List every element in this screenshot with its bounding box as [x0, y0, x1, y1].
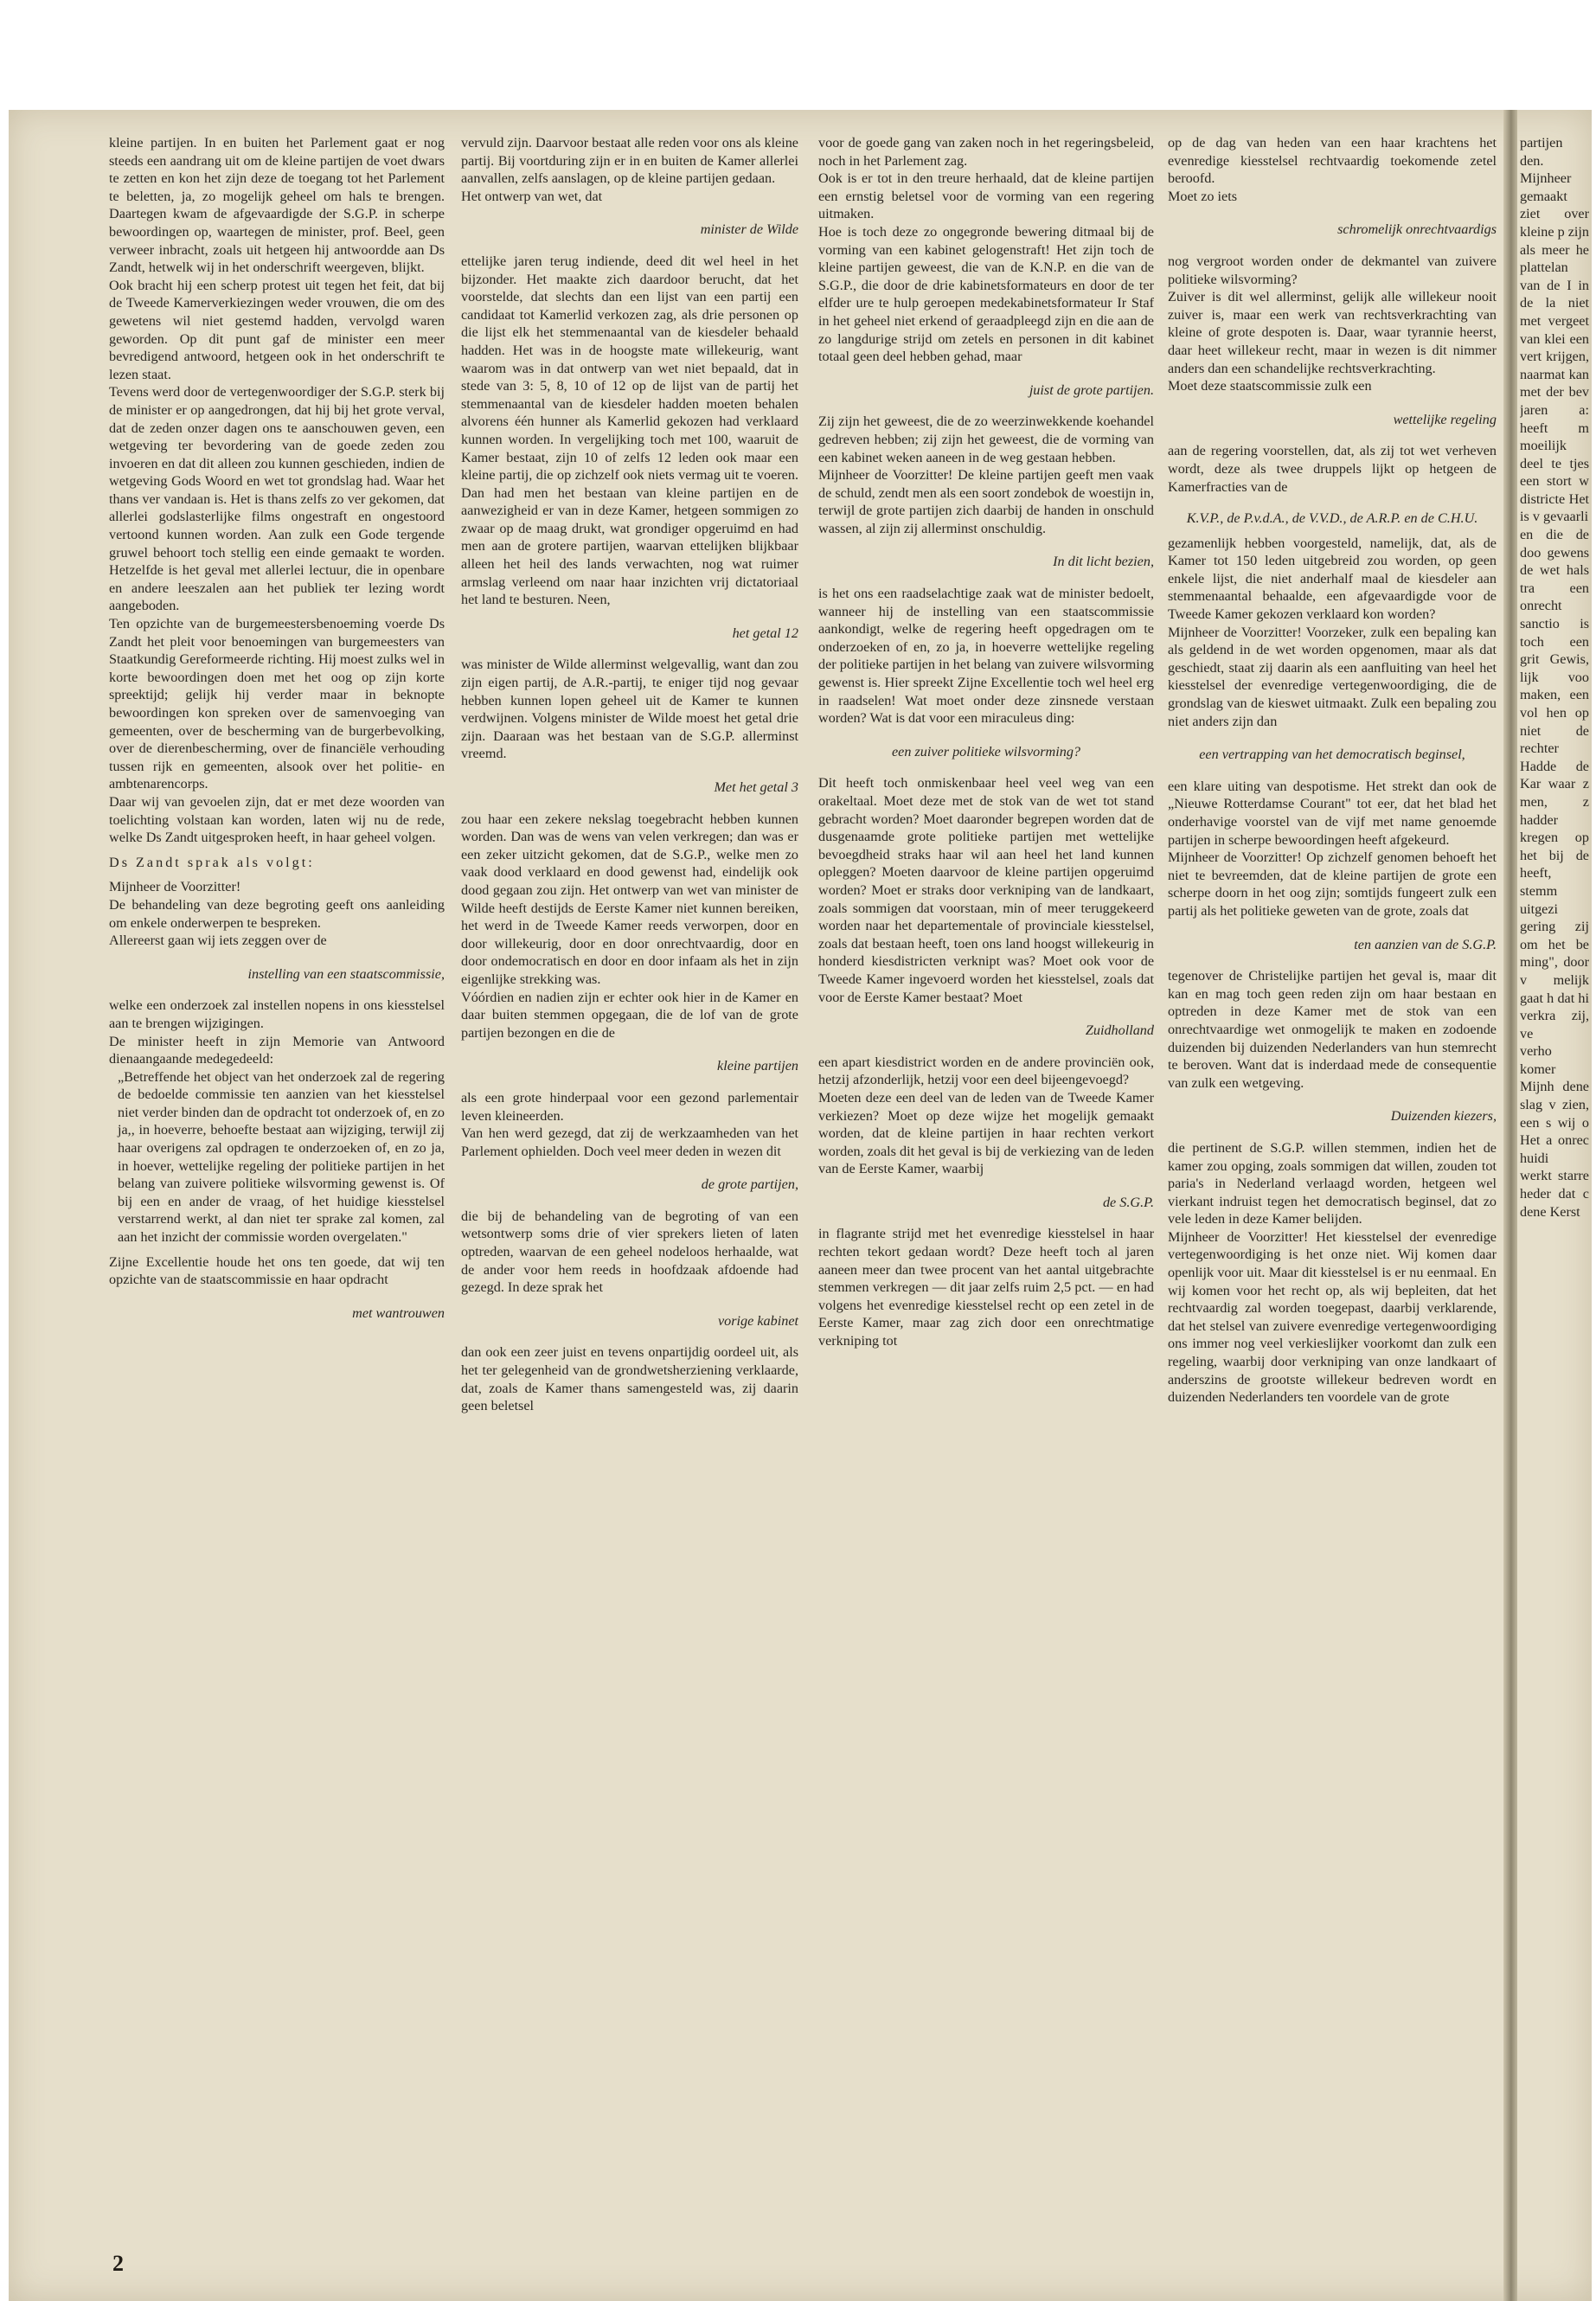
paragraph: die bij de behandeling van de begroting of van een wetsontwerp soms drie of vier sprekers lieten of laten optreden, waarvan de een geheel nodeloos herhaalde, wat de ander voor hem reeds in hoofdzaak afdoende had gezegd. In deze sprak het — [461, 1208, 798, 1296]
page-number: 2 — [112, 2251, 124, 2276]
paragraph: voor de goede gang van zaken noch in het regeringsbeleid, noch in het Parlement zag. — [818, 135, 1154, 169]
paragraph: Mijnheer de Voorzitter! — [109, 879, 241, 895]
paragraph: werkt starre heder dat c dene Kerst — [1520, 1168, 1589, 1220]
text-column-4 — [1168, 134, 1497, 1407]
paragraph: nog vergroot worden onder de dekmantel van zuivere politieke wilsvorming? — [1168, 253, 1497, 287]
paragraph: gemaakt ziet over kleine p zijn als meer he plattelan van de I in de la niet met vergeet van klei een vert krijgen, naarmat kan met der bev jaren a: heeft m moeilijk deel te tjes een stort w districte Het is v gevaarli — [1520, 188, 1589, 525]
page-fold — [1503, 110, 1517, 2301]
subheading: Met het getal 3 — [714, 779, 798, 795]
text-column-2 — [461, 134, 798, 1415]
paragraph: Het ontwerp van wet, dat — [461, 188, 603, 204]
subheading: Duizenden kiezers, — [1390, 1108, 1497, 1125]
paragraph: Allereerst gaan wij iets zeggen over de — [109, 933, 327, 949]
paragraph: K.V.P., de P.v.d.A., de V.V.D., de A.R.P. en de C.H.U. — [1186, 510, 1478, 527]
paragraph: Dit heeft toch onmiskenbaar heel veel weg van een orakeltaal. Moet deze met de stok van de wet tot stand gebracht worden? Moet daaronder begrepen worden dat de dusgenaamde grote politieke partijen met wettelijke bevoegdheid straks haar wil aan heel het land kunnen opleggen? Moeten daarvoor de kleine partijen opgeruimd worden? Moet er straks door verkniping van de landkaart, zoals sommigen dat voorstaan, min of meer teruggekeerd worden naar het departementale of provinciale kiesstelsel, zoals dat bestaan heeft, toen ons land hoogst willekeurig in honderd kiesdistricten verknipt was? Moet ook voor de Tweede Kamer ingevoerd worden het kiesstelsel, zoals dat voor de Eerste Kamer bestaat? Moet — [818, 775, 1154, 1005]
quote: „Betreffende het object van het onderzoek zal de regering de bedoelde commissie ten aanzien van het kiesstelsel niet verder binden dan de opdracht tot onderzoek of, en zo ja,, in hoeverre, behoefte bestaat aan wijziging, terwijl zij haar overigens zal opdragen te onderzoeken of, en zo ja, in hoever, wettelijke regeling der politieke partijen in het belang van zuivere politieke wilsvorming gewenst is. Of bij een en ander de vraag, of het huidige kiesstelsel verstarrend werkt, al dan niet ter sprake zal komen, zal aan het inzicht der commissie worden overgelaten." — [118, 1068, 445, 1246]
paragraph: dan ook een zeer juist en tevens onpartijdig oordeel uit, als het ter gelegenheid van de grondwetsherziening verklaarde, dat, zoals de Kamer thans samengesteld was, zij daarin geen beletsel — [461, 1344, 798, 1414]
paragraph: verho komer Mijnh dene slag v zien, een s wij o Het a onrec huidi — [1520, 1043, 1589, 1166]
paragraph: Hadde de Kar waar z men, z hadder kregen op het bij de heeft, stemm uitgezi gering zij om het be ming", door v melijk gaat h dat hi verkra zij, ve — [1520, 758, 1589, 1042]
subheading: met wantrouwen — [352, 1304, 445, 1321]
paragraph: vervuld zijn. Daarvoor bestaat alle reden voor ons als kleine partij. Bij voortduring zijn er in en buiten de Kamer allerlei aanvallen, zelfs aanslagen, op de kleine partijen gedaan. — [461, 135, 798, 187]
paragraph: Ook is er tot in den treure herhaald, dat de kleine partijen een ernstig beletsel voor de vorming van een regering uitmaken. — [818, 170, 1154, 222]
paragraph: en die de doo gewens de wet hals tra een onrecht sanctio is toch een grit Gewis, lijk voo maken, een vol hen op niet de rechter — [1520, 527, 1589, 757]
paragraph: Mijnheer de Voorzitter! Op zichzelf genomen behoeft het niet te bevreemden, dat de kleine partijen de grote een scherpe doorn in het oog zijn; somtijds fungeert zulk een partij als het politieke geweten van de grote, zoals dat — [1168, 849, 1497, 919]
text-column-3 — [818, 134, 1154, 1350]
paragraph: aan de regering voorstellen, dat, als zij tot wet verheven wordt, deze als twee druppels lijkt op hetgeen de Kamerfracties van de — [1168, 443, 1497, 495]
paragraph: op de dag van heden van een haar krachtens het evenredige kiesstelsel rechtvaardig toekomende zetel beroofd. — [1168, 135, 1497, 187]
text-column-5-cropped — [1520, 134, 1589, 1985]
paragraph: was minister de Wilde allerminst welgevallig, want dan zou zijn eigen partij, de A.R.-partij, te eniger tijd nog gevaar hebben kunnen lopen geheel uit de Kamer te kunnen verdwijnen. Volgens minister de Wilde moest het getal drie zijn. Daaraan was het bestaan van de S.G.P. allerminst vreemd. — [461, 657, 798, 762]
paragraph: welke een onderzoek zal instellen nopens in ons kiesstelsel aan te brengen wijzigingen. — [109, 997, 445, 1031]
text-column-1 — [109, 134, 445, 1336]
paragraph: die pertinent de S.G.P. willen stemmen, indien het de kamer zou opging, zoals sommigen dat willen, zouden tot paria's in Nederland verlaagd worden, hetgeen wel vierkant indruist tegen het democratisch beginsel, dat zo vele leden in deze Kamer belijden. — [1168, 1139, 1497, 1227]
paragraph: partijen den. Mijnheer — [1520, 135, 1572, 187]
paragraph: kleine partijen. In en buiten het Parlement gaat er nog steeds een aandrang uit om de kleine partijen de voet dwars te zetten en kon het zijn deze de toegang tot het Parlement te beletten, ja, zo mogelijk geheel om hals te brengen. Daartegen kwam de afgevaardigde der S.G.P. in scherpe bewoordingen op, waartegen de minister, prof. Beel, geen verweer inbracht, zoals uit hetgeen hij antwoordde aan Ds Zandt, hetwelk wij in het onderschrift weergeven, blijkt. — [109, 135, 445, 276]
paragraph: Zuiver is dit wel allerminst, gelijk alle willekeur nooit zuiver is, maar een werk van rechtsverkrachting van kleine of grote despoten is. Daar, waar tyrannie heerst, daar heet willekeur recht, maar in wezen is dit nimmer anders dan een schandelijke rechtsverkrachting. — [1168, 289, 1497, 376]
paragraph: als een grote hinderpaal voor een gezond parlementair leven kleineerden. — [461, 1089, 798, 1124]
paragraph: Vóórdien en nadien zijn er echter ook hier in de Kamer en daar buiten stemmen opgegaan, die de lof van de grote partijen bezongen en die de — [461, 989, 798, 1041]
paragraph: Moeten deze een deel van de leden van de Tweede Kamer verkiezen? Moet op deze wijze het mogelijk gemaakt worden, dat de kleine partijen in haar rechten verkort worden, zoals dit het geval is bij de verkiezing van de leden van de Eerste Kamer, waarbij — [818, 1089, 1154, 1177]
paragraph: Tevens werd door de vertegenwoordiger der S.G.P. sterk bij de minister er op aangedrongen, dat hij bij het grote verval, dat de zeden onzer dagen ons te aanschouwen geven, een wetgeving ter bevordering van de goede zeden zou invoeren en dat dit alleen zou kunnen geschieden, indien de wetgeving Gods Woord en wet tot grondslag had. Waar het thans ver vandaan is. Het is thans zelfs zo ver gekomen, dat allerlei godslasterlijke films ongestraft en ongestoord vertoond kunnen worden. Aan zulk een Gode tergende gruwel behoort toch stellig een einde gemaakt te worden. Hetzelfde is het geval met allerlei lectuur, die in openbare en andere leeszalen aan het publiek ter lezing wordt aangeboden. — [109, 384, 445, 614]
paragraph: Moet zo iets — [1168, 188, 1238, 204]
subheading: Zuidholland — [1085, 1022, 1154, 1039]
subheading: een vertrapping van het democratisch beginsel, — [1199, 747, 1465, 763]
paragraph: De minister heeft in zijn Memorie van Antwoord dienaangaande medegedeeld: — [109, 1033, 445, 1067]
paragraph: gezamenlijk hebben voorgesteld, namelijk, dat, als de Kamer tot 150 leden uitgebreid zou worden, op geen enkele lijst, die niet anderhalf maal de kiesdeler aan stemmenaantal behaalde, een afgevaardigde voor de Tweede Kamer gekozen verklaard kon worden? — [1168, 535, 1497, 623]
paragraph: ettelijke jaren terug indiende, deed dit wel heel in het bijzonder. Het maakte zich daardoor berucht, dat het voorstelde, dat slechts dan een lijst van een partij een candidaat tot Kamerlid verkozen zag, als drie personen op die lijst elk het stemmenaantal van de kiesdeler behaald hadden. Het was in de hoogste mate willekeurig, want waarom was in dat ontwerp van wet niet bepaald, dat in stede van 3: 5, 8, 10 of 12 op de lijst van de partij het stemmenaantal van de kiesdeler hadden moeten behalen alvorens één hunner als Kamerlid gekozen had verklaard kunnen worden. In vergelijking toch met 100, waaruit de Kamer bestaat, zijn 10 of zelfs 12 leden ook maar een kleine partij, die op zichzelf ook niets vermag uit te voeren. Dan had men het bestaan van kleine partijen en de aanwezigheid er van in deze Kamer, hetgeen sommigen zo zwaar op de maag drukt, wat grondiger opgeruimd en had men aan de grotere partijen, waarvan ettelijken blijkbaar alleen het heil des lands verwachten, nog wat ruimer armslag verleend om naar haar inzichten vrij dictatoriaal het land te besturen. Neen, — [461, 253, 798, 608]
subheading: minister de Wilde — [700, 221, 798, 238]
subheading: kleine partijen — [717, 1058, 798, 1074]
subheading: ten aanzien van de S.G.P. — [1354, 936, 1497, 952]
paragraph: een klare uiting van despotisme. Het strekt dan ook de „Nieuwe Rotterdamse Courant" tot eer, dat het blad het onderhavige voorstel van de vijf met name genoemde partijen in scherpe bewoordingen heeft afgekeurd. — [1168, 778, 1497, 848]
subheading: vorige kabinet — [717, 1312, 798, 1329]
subheading: de S.G.P. — [1102, 1194, 1154, 1210]
paragraph: een apart kiesdistrict worden en de andere provinciën ook, hetzij afzonderlijk, hetzij voor een deel bijeengevoegd? — [818, 1054, 1154, 1088]
subheading: een zuiver politieke wilsvorming? — [891, 743, 1081, 760]
paragraph: is het ons een raadselachtige zaak wat de minister bedoelt, wanneer hij de instelling van een staatscommissie aankondigt, welke de regering heeft opgedragen om te onderzoeken of en, zo ja, in hoeverre wettelijke regeling der politieke partijen in het belang van zuivere wilsvorming gewenst is. Hier spreekt Zijne Excellentie toch wel heel erg in raadselen! Wat moet onder deze zinsnede verstaan worden? Wat is dat voor een miraculeus ding: — [818, 586, 1154, 727]
paragraph: Mijnheer de Voorzitter! Het kiesstelsel der evenredige vertegenwoordiging is het onze niet. Wij komen daar openlijk voor uit. Maar dit kiesstelsel is er nu eenmaal. En wij komen voor het recht op, als wij bepleiten, dat het rechtvaardig zal worden toegepast, daarbij verklarende, dat het stelsel van zuivere evenredige vertegenwoordiging ons immer nog veel verkieslijker voorkomt dan zulk een regeling, waarbij door verkniping van onze landkaart of anderszins de grootste willekeur bedreven wordt en duizenden Nederlanders ten voordele van de grote — [1168, 1228, 1497, 1406]
paragraph: Van hen werd gezegd, dat zij de werkzaamheden van het Parlement ophielden. Doch veel meer deden in wezen dit — [461, 1125, 798, 1159]
subheading: juist de grote partijen. — [1029, 381, 1154, 398]
paragraph: Ten opzichte van de burgemeestersbenoeming voerde Ds Zandt het pleit voor benoemingen van burgemeesters van Staatkundig Gereformeerde richting. Hij moest zulks wel in korte bewoordingen doen met het oog op zijn korte spreektijd; gelijk hij verder maar in beknopte bewoordingen kon spreken over de samenvoeging van gemeenten, over de bescherming van de burgerbevolking, over de dierenbescherming, over de financiële verhouding tussen rijk en gemeenten, alsook over het politie- en ambtenarencorps. — [109, 616, 445, 792]
paragraph: Daar wij van gevoelen zijn, dat er met deze woorden van toelichting volstaan kan worden, laten wij nu de rede, welke Ds Zandt uitgesproken heeft, in haar geheel volgen. — [109, 793, 445, 846]
subheading: wettelijke regeling — [1393, 411, 1497, 427]
paragraph: Mijnheer de Voorzitter! Voorzeker, zulk een bepaling kan als geldend in de wet worden opgenomen, maar als dat geschiedt, staat zij daarin als een aanfluiting van heel het kiesstelsel der evenredige vertegenwoordiging, die de grondslag van de kieswet uitmaakt. Zulk een bepaling zou niet anders zijn dan — [1168, 624, 1497, 729]
paragraph: Ds Zandt sprak als volgt: — [109, 854, 315, 870]
paragraph: Ook bracht hij een scherp protest uit tegen het feit, dat bij de Tweede Kamerverkiezingen weder vrouwen, die om des gewetens wil niet gestemd hadden, vervolgd waren geworden. Op dit punt gaf de minister een meer bevredigend antwoord, hetgeen ook in het onderschrift te lezen staat. — [109, 277, 445, 382]
paragraph: tegenover de Christelijke partijen het geval is, maar dit kan en mag toch geen reden zijn om haar bestaan en optreden in deze Kamer met de stok van een onrechtvaardige wet onmogelijk te maken en zodoende duizenden bij duizenden Nederlanders van hun stemrecht te beroven. Want dat is inderdaad mede de consequentie van zulk een wetgeving. — [1168, 968, 1497, 1091]
paragraph: Mijnheer de Voorzitter! De kleine partijen geeft men vaak de schuld, zendt men als een soort zondebok de woestijn in, terwijl de grote partijen zich daarbij de handen in onschuld wassen, al zijn zij allerminst onschuldig. — [818, 467, 1154, 536]
paragraph: Hoe is toch deze zo ongegronde bewering ditmaal bij de vorming van een kabinet gelogenstraft! Het zijn toch de kleine partijen geweest, die van de K.N.P. en die van de S.G.P., die door de drie kabinetsformateurs en door de ter elfder ure te hulp geroepen medekabinetsformateur Ir Staf in het geheel niet erkend of geraadpleegd zijn en die aan de zo langdurige strijd om zetels en personen in dit kabinet totaal geen deel hebben gehad, maar — [818, 223, 1154, 365]
subheading: de grote partijen, — [701, 1176, 798, 1193]
paragraph: zou haar een zekere nekslag toegebracht hebben kunnen worden. Dan was de wens van velen verkregen; dan was er een zeker uitzicht gekomen, dat de S.G.P., welke men zo vaak dood verklaard en dood gewenst had, eindelijk ook dood gegaan zou zijn. Het ontwerp van wet van minister de Wilde heeft destijds de Eerste Kamer niet kunnen bereiken, het werd in de Tweede Kamer reeds verworpen, door en door willekeurig, door en door onrechtvaardig, door en door ondemocratisch en door en door infaam als het in zijn eigenlijke strekking was. — [461, 811, 798, 987]
paragraph: De behandeling van deze begroting geeft ons aanleiding om enkele onderwerpen te bespreken. — [109, 896, 445, 931]
paragraph: in flagrante strijd met het evenredige kiesstelsel in haar rechten tekort gedaan wordt? Deze heeft toch al jaren aaneen meer dan twee procent van het aantal uitgebrachte stemmen verkregen — dit jaar zelfs ruim 2,5 pct. — en had volgens het evenredige kiesstelsel recht op een zetel in de Eerste Kamer, maar zag zich door een onrechtmatige verkniping tot — [818, 1226, 1154, 1349]
subheading: schromelijk onrechtvaardigs — [1337, 221, 1497, 238]
paragraph: Zij zijn het geweest, die de zo weerzinwekkende koehandel gedreven hebben; zij zijn het geweest, die de vorming van een kabinet weken aaneen in de weg gestaan hebben. — [818, 413, 1154, 465]
paragraph: Zijne Excellentie houde het ons ten goede, dat wij ten opzichte van de staatscommissie en haar opdracht — [109, 1253, 445, 1288]
subheading: het getal 12 — [732, 625, 798, 641]
paragraph: Moet deze staatscommissie zulk een — [1168, 378, 1372, 394]
subheading: instelling van een staatscommissie, — [247, 965, 445, 982]
subheading: In dit licht bezien, — [1053, 554, 1154, 570]
